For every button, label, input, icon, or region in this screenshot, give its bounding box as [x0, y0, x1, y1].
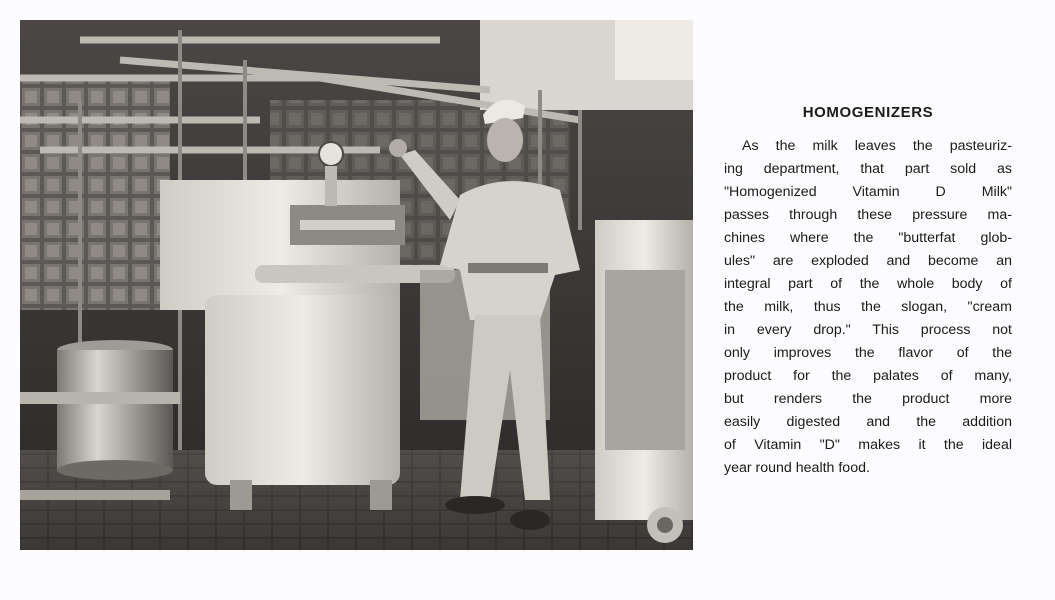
text-column — [724, 104, 1012, 480]
paragraph-line: ules" are exploded and become an — [724, 253, 1012, 269]
paragraph-line: chines where the "butterfat glob- — [724, 230, 1012, 246]
paragraph-line: but renders the product more — [724, 391, 1012, 407]
paragraph-line: "Homogenized Vitamin D Milk" — [724, 184, 1012, 200]
paragraph-line: integral part of the whole body of — [724, 276, 1012, 292]
paragraph-line: ing department, that part sold as — [724, 161, 1012, 177]
paragraph-line: As the milk leaves the pasteuriz- — [742, 138, 1012, 154]
paragraph-line: the milk, thus the slogan, "cream — [724, 299, 1012, 315]
paragraph-line: in every drop." This process not — [724, 322, 1012, 338]
paragraph-line: product for the palates of many, — [724, 368, 1012, 384]
paragraph-line: easily digested and the addition — [724, 414, 1012, 430]
homogenizer-photo — [20, 20, 693, 550]
paragraph-line: passes through these pressure ma- — [724, 207, 1012, 223]
photo-illustration — [20, 20, 693, 550]
section-heading: HOMOGENIZERS — [802, 104, 934, 121]
description-paragraph — [724, 135, 1012, 480]
paragraph-line: of Vitamin "D" makes it the ideal — [724, 437, 1012, 453]
paragraph-line: year round health food. — [724, 460, 870, 476]
paragraph-line: only improves the flavor of the — [724, 345, 1012, 361]
